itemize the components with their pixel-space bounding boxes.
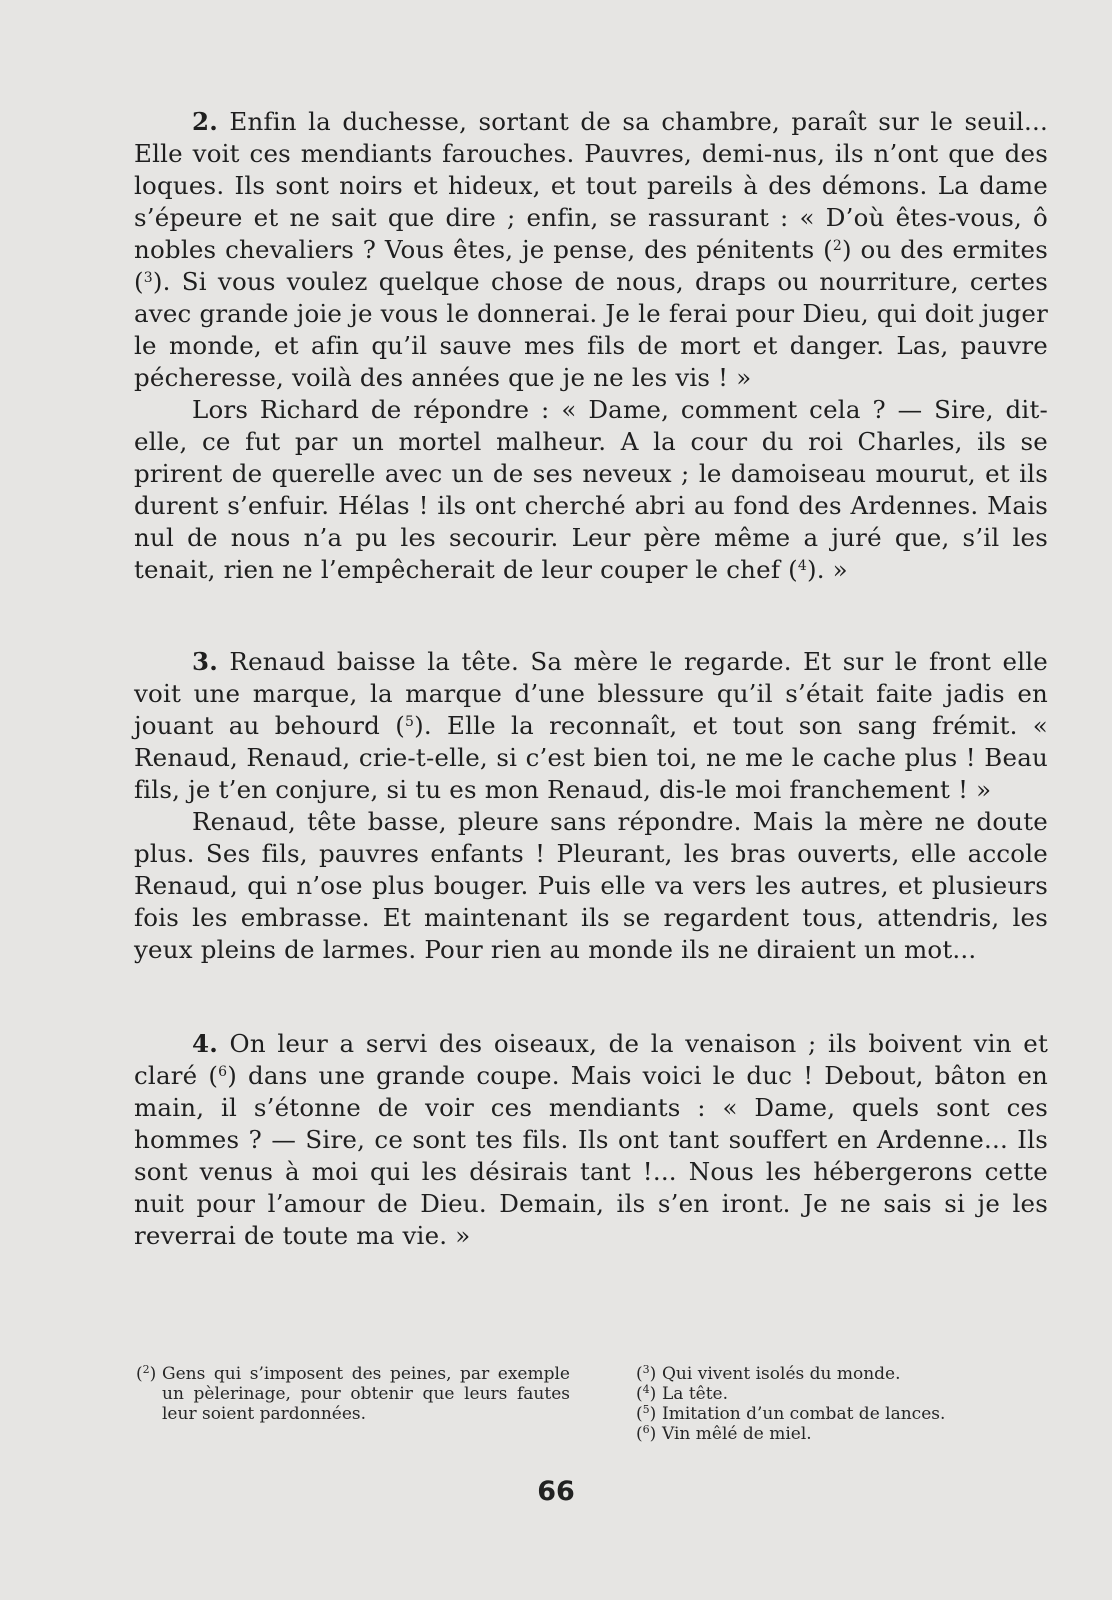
- footnote-mark-number: 5: [642, 1403, 650, 1416]
- paragraph: [134, 106, 1048, 394]
- paragraph: [134, 1028, 1048, 1252]
- section-4: [134, 1028, 1048, 1252]
- text-run: Renaud, tête basse, pleure sans répondre. Mais la mère ne doute plus. Ses fils, pauvres enfants ! Pleurant, les bras ouverts, elle accole Renaud, qui n’ose plus bouger. Puis elle va vers les autres, et plusieurs fois les embrasse. Et maintenant ils se regardent tous, attendris, les yeux pleins de larmes. Pour rien au monde ils ne diraient un mot...: [134, 807, 1048, 964]
- footnote-text: La tête.: [662, 1384, 729, 1404]
- text-run: ) dans une grande coupe. Mais voici le duc ! Debout, bâton en main, il s’étonne de voir ces mendiants : « Dame, quels sont ces hommes ? — Sire, ce sont tes fils. Ils ont tant souffert en Ardenne... Ils sont venus à moi qui les désirais tant !... Nous les hébergerons cette nuit pour l’amour de Dieu. Demain, ils s’en iront. Je ne sais si je les reverrai de toute ma vie. »: [134, 1061, 1049, 1250]
- text-run: Lors Richard de répondre : « Dame, comment cela ? — Sire, dit-elle, ce fut par un mortel malheur. A la cour du roi Charles, ils se prirent de querelle avec un de ses neveux ; le damoiseau mourut, et ils durent s’enfuir. Hélas ! ils ont cherché abri au fond des Ardennes. Mais nul de nous n’a pu les secourir. Leur père même a juré que, s’il les tenait, rien ne l’empêcherait de leur couper le chef (: [134, 395, 1048, 584]
- section-2: [134, 106, 1048, 586]
- footnote-text: Vin mêlé de miel.: [662, 1424, 812, 1444]
- footnote-mark: ($^6$): [636, 1423, 657, 1444]
- footnote-mark-number: 6: [642, 1423, 650, 1436]
- text-run: ) ou des ermites (: [134, 235, 1048, 296]
- footnote-mark: ($^5$): [636, 1403, 657, 1424]
- paragraph: [134, 806, 1048, 966]
- text-run: ). Si vous voulez quelque chose de nous, draps ou nourriture, certes avec grande joie je vous le donnerai. Je le ferai pour Dieu, qui doit juger le monde, et afin qu’il sauve mes fils de mort et danger. Las, pauvre pécheresse, voilà des années que je ne les vis ! »: [134, 267, 1048, 392]
- footnote-reference: 5: [404, 714, 415, 730]
- footnote-reference: 3: [143, 270, 153, 286]
- footnote-mark-number: 4: [642, 1383, 650, 1396]
- footnote-mark-number: 3: [642, 1363, 650, 1376]
- footnotes-left-column: [136, 1364, 570, 1444]
- text-run: Renaud baisse la tête. Sa mère le regarde. Et sur le front elle voit une marque, la marque d’une blessure qu’il s’était faite jadis en jouant au behourd (: [134, 647, 1048, 740]
- footnote-reference: 2: [832, 238, 843, 254]
- footnote-mark: ($^2$): [136, 1363, 157, 1384]
- footnote-text: Qui vivent isolés du monde.: [662, 1364, 901, 1384]
- page-number: 66: [537, 1476, 575, 1507]
- text-run: Enfin la duchesse, sortant de sa chambre, paraît sur le seuil... Elle voit ces mendiants farouches. Pauvres, demi-nus, ils n’ont que des loques. Ils sont noirs et hideux, et tout pareils à des démons. La dame s’épeure et ne sait que dire ; enfin, se rassurant : « D’où êtes-vous, ô nobles chevaliers ? Vous êtes, je pense, des pénitents (: [134, 107, 1048, 264]
- footnotes-right-column: [636, 1364, 1048, 1444]
- section-number: 3.: [192, 647, 218, 676]
- text-run: On leur a servi des oiseaux, de la venaison ; ils boivent vin et claré (: [134, 1029, 1048, 1090]
- section-number: 4.: [192, 1029, 218, 1058]
- footnote-reference: 4: [797, 558, 807, 574]
- text-run: ). Elle la reconnaît, et tout son sang frémit. « Renaud, Renaud, crie-t-elle, si c’est bien toi, ne me le cache plus ! Beau fils, je t’en conjure, si tu es mon Renaud, dis-le moi franchement ! »: [134, 711, 1048, 804]
- section-number: 2.: [192, 107, 218, 136]
- paragraph: [134, 646, 1048, 806]
- footnote-item: [136, 1364, 570, 1424]
- page-body: [134, 106, 1048, 1252]
- footnote-mark-number: 2: [142, 1363, 150, 1376]
- footnote-item: [636, 1404, 1048, 1424]
- footnote-mark: ($^3$): [636, 1363, 657, 1384]
- footnote-item: [636, 1384, 1048, 1404]
- footnotes: [136, 1364, 1048, 1444]
- section-3: [134, 646, 1048, 966]
- text-run: ). »: [806, 555, 848, 584]
- footnote-item: [636, 1364, 1048, 1384]
- footnote-mark: ($^4$): [636, 1383, 657, 1404]
- paragraph: [134, 394, 1048, 586]
- footnote-reference: 6: [218, 1064, 228, 1080]
- footnote-text: Gens qui s’imposent des peines, par exemple un pèlerinage, pour obtenir que leurs fautes leur soient pardonnées.: [162, 1364, 570, 1424]
- footnote-item: [636, 1424, 1048, 1444]
- footnote-text: Imitation d’un combat de lances.: [662, 1404, 946, 1424]
